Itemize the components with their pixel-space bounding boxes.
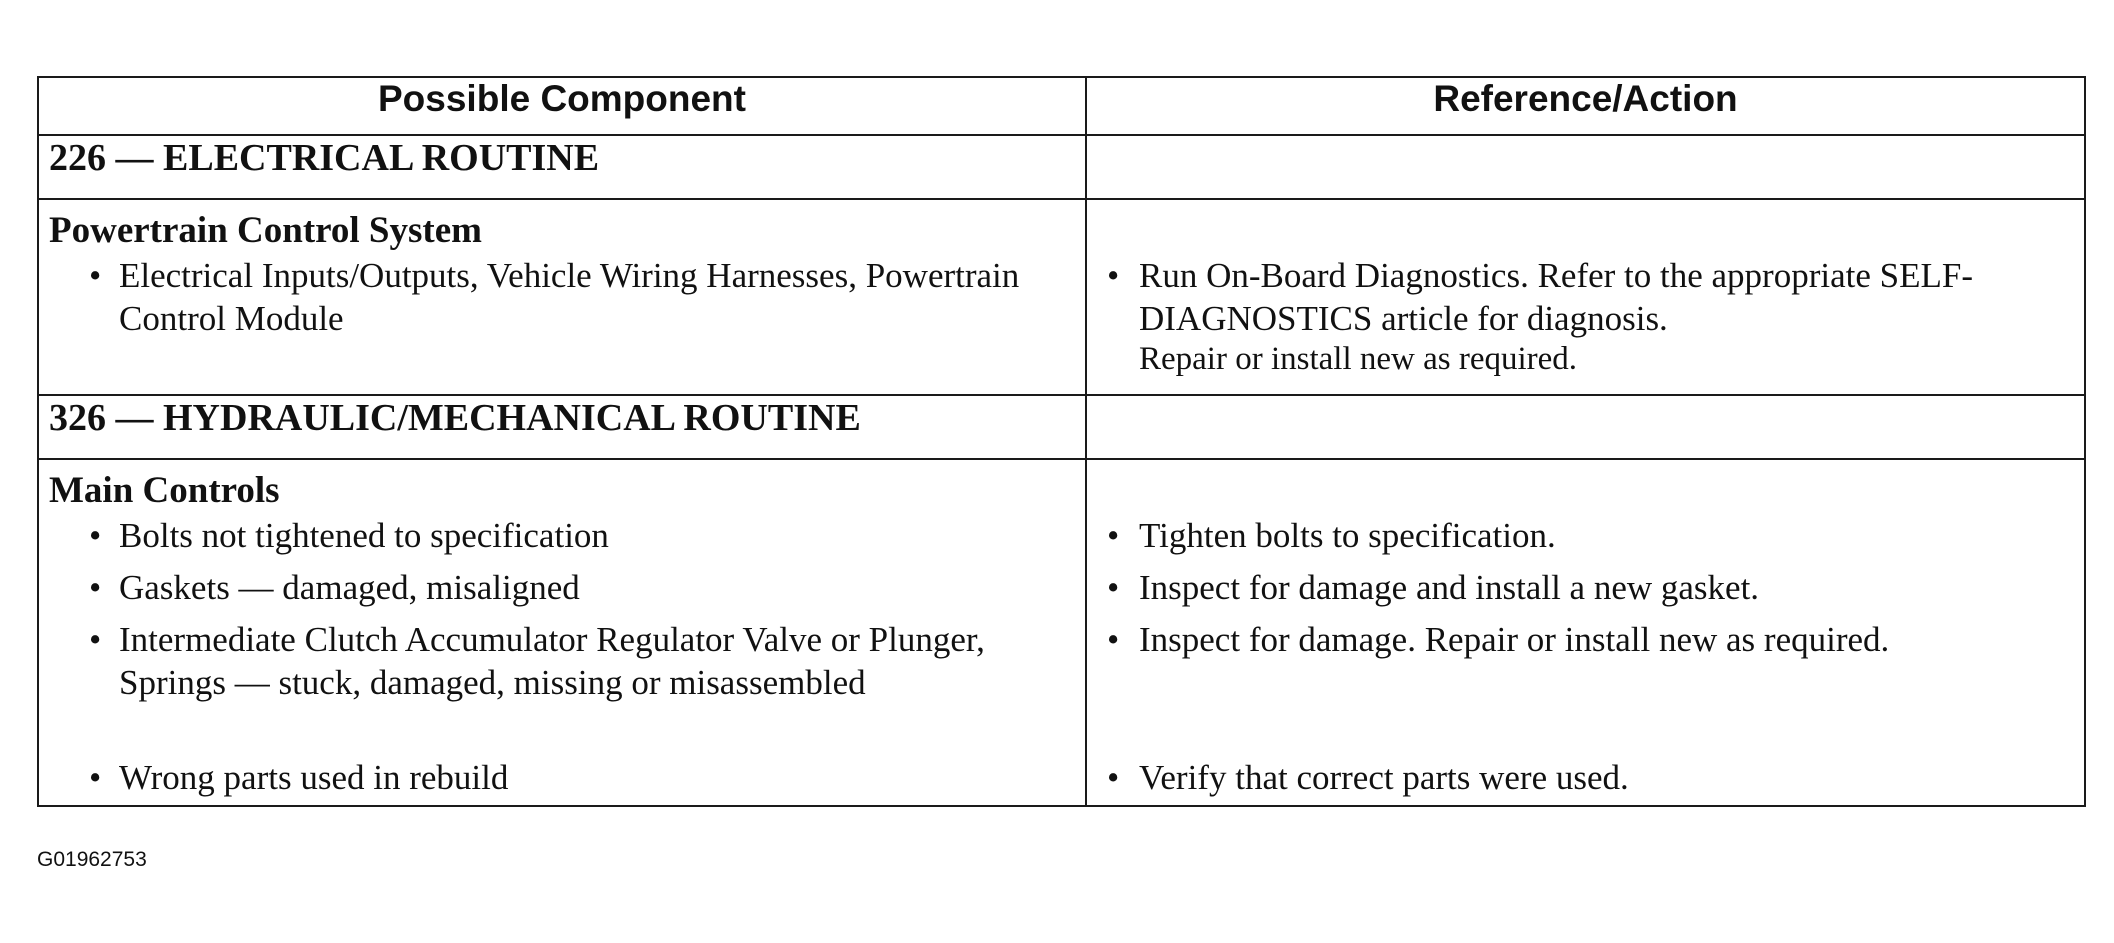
list-item — [1107, 618, 2074, 747]
action-text: Tighten bolts to specification. — [1139, 516, 1556, 555]
component-list — [49, 514, 1075, 799]
bullet-icon: • — [89, 568, 102, 607]
list-item — [49, 254, 1075, 340]
group-row — [38, 459, 2085, 806]
component-text: Gaskets — damaged, misaligned — [119, 568, 580, 607]
bullet-icon: • — [1107, 758, 1120, 797]
action-note: Repair or install new as required. — [1139, 341, 1578, 377]
action-cell — [1086, 459, 2085, 806]
bullet-icon: • — [89, 516, 102, 555]
bullet-icon: • — [1107, 256, 1120, 295]
action-text: Run On-Board Diagnostics. Refer to the appropriate SELF-DIAGNOSTICS article for diagnosis. — [1139, 256, 1973, 338]
section-title: 326 — HYDRAULIC/MECHANICAL ROUTINE — [38, 395, 1086, 459]
component-text: Intermediate Clutch Accumulator Regulator Valve or Plunger, Springs — stuck, damaged, missing or misassembled — [119, 620, 985, 702]
action-list — [1107, 254, 2074, 378]
component-cell — [38, 199, 1086, 395]
group-row — [38, 199, 2085, 395]
list-item — [1107, 566, 2074, 609]
diagnostic-table — [37, 76, 2086, 807]
action-text: Inspect for damage and install a new gasket. — [1139, 568, 1760, 607]
list-item — [49, 618, 1075, 747]
list-item — [49, 514, 1075, 557]
section-empty-cell — [1086, 395, 2085, 459]
bullet-icon: • — [89, 256, 102, 295]
bullet-icon: • — [1107, 620, 1120, 659]
bullet-icon: • — [1107, 516, 1120, 555]
bullet-icon: • — [1107, 568, 1120, 607]
list-item — [49, 566, 1075, 609]
list-item — [1107, 254, 2074, 378]
component-text: Bolts not tightened to specification — [119, 516, 609, 555]
action-text: Verify that correct parts were used. — [1139, 758, 1629, 797]
list-item — [1107, 756, 2074, 799]
action-cell — [1086, 199, 2085, 395]
section-title: 226 — ELECTRICAL ROUTINE — [38, 135, 1086, 199]
bullet-icon: • — [89, 758, 102, 797]
list-item — [49, 756, 1075, 799]
header-possible-component: Possible Component — [38, 77, 1086, 135]
component-text: Electrical Inputs/Outputs, Vehicle Wiring Harnesses, Powertrain Control Module — [119, 256, 1020, 338]
header-row — [38, 77, 2085, 135]
bullet-icon: • — [89, 620, 102, 659]
action-text: Inspect for damage. Repair or install new as required. — [1139, 620, 1890, 659]
figure-id-label: G01962753 — [37, 848, 147, 871]
list-item — [1107, 514, 2074, 557]
action-list — [1107, 514, 2074, 799]
component-text: Wrong parts used in rebuild — [119, 758, 509, 797]
group-title: Powertrain Control System — [49, 210, 482, 251]
section-row — [38, 135, 2085, 199]
component-cell — [38, 459, 1086, 806]
header-reference-action: Reference/Action — [1086, 77, 2085, 135]
group-title: Main Controls — [49, 470, 280, 511]
section-row — [38, 395, 2085, 459]
component-list — [49, 254, 1075, 340]
section-empty-cell — [1086, 135, 2085, 199]
